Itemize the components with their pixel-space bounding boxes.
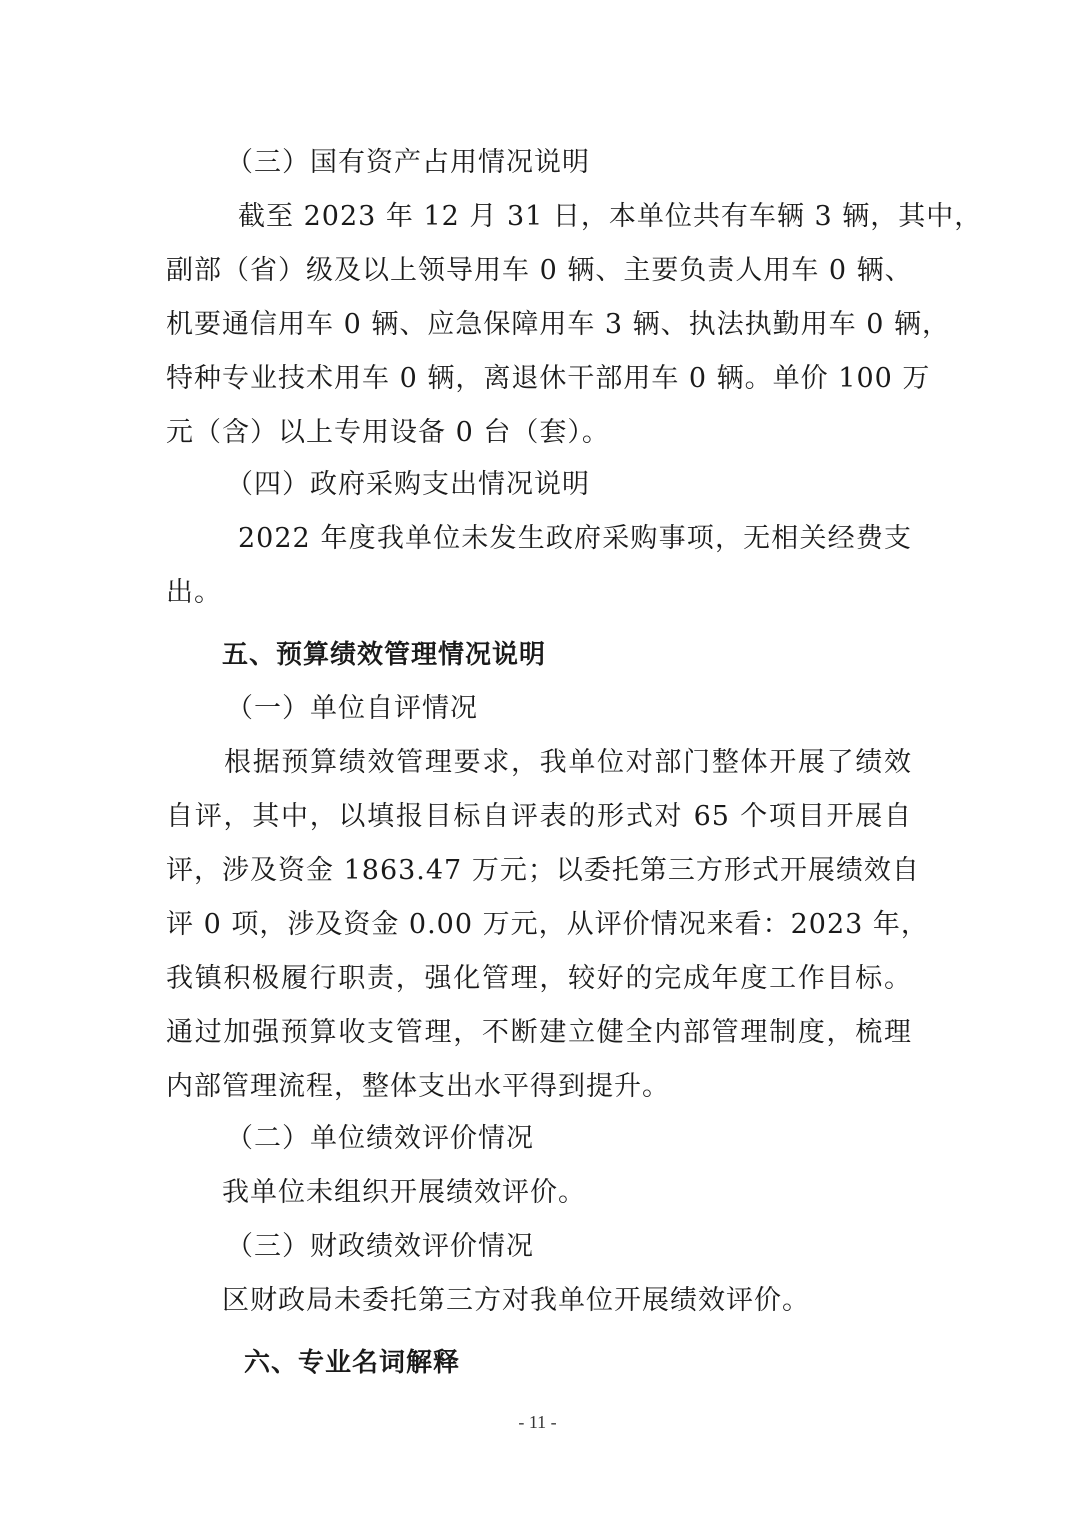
paragraph-line: 评，涉及资金 1863.47 万元；以委托第三方形式开展绩效自 (166, 855, 920, 886)
paragraph-line: 出。 (166, 577, 222, 608)
paragraph-line: 根据预算绩效管理要求，我单位对部门整体开展了绩效 (224, 747, 912, 778)
subheading-state-assets: （三）国有资产占用情况说明 (226, 147, 590, 178)
section-heading-glossary: 六、专业名词解释 (244, 1348, 461, 1378)
subheading-fiscal-evaluation: （三）财政绩效评价情况 (226, 1231, 534, 1262)
paragraph-line: 我单位未组织开展绩效评价。 (222, 1177, 586, 1208)
section-heading-budget-performance: 五、预算绩效管理情况说明 (222, 640, 547, 670)
subheading-unit-evaluation: （二）单位绩效评价情况 (226, 1123, 534, 1154)
page-number: - 11 - (518, 1412, 557, 1432)
paragraph-line: 元（含）以上专用设备 0 台（套）。 (166, 417, 610, 448)
paragraph-line: 自评，其中，以填报目标自评表的形式对 65 个项目开展自 (166, 801, 912, 832)
paragraph-line: 特种专业技术用车 0 辆，离退休干部用车 0 辆。单价 100 万 (166, 363, 931, 394)
paragraph-line: 副部（省）级及以上领导用车 0 辆、主要负责人用车 0 辆、 (166, 255, 913, 286)
paragraph-line: 通过加强预算收支管理，不断建立健全内部管理制度，梳理 (166, 1017, 912, 1048)
paragraph-line: 2022 年度我单位未发生政府采购事项，无相关经费支 (238, 523, 912, 554)
paragraph-line: 内部管理流程，整体支出水平得到提升。 (166, 1071, 670, 1102)
subheading-procurement: （四）政府采购支出情况说明 (226, 469, 590, 500)
paragraph-line: 我镇积极履行职责，强化管理，较好的完成年度工作目标。 (166, 963, 912, 994)
paragraph-line: 评 0 项，涉及资金 0.00 万元，从评价情况来看：2023 年， (166, 909, 929, 940)
paragraph-line: 机要通信用车 0 辆、应急保障用车 3 辆、执法执勤用车 0 辆， (166, 309, 951, 340)
paragraph-line: 截至 2023 年 12 月 31 日，本单位共有车辆 3 辆，其中， (238, 201, 983, 232)
paragraph-line: 区财政局未委托第三方对我单位开展绩效评价。 (222, 1285, 810, 1316)
subheading-self-evaluation: （一）单位自评情况 (226, 693, 478, 724)
